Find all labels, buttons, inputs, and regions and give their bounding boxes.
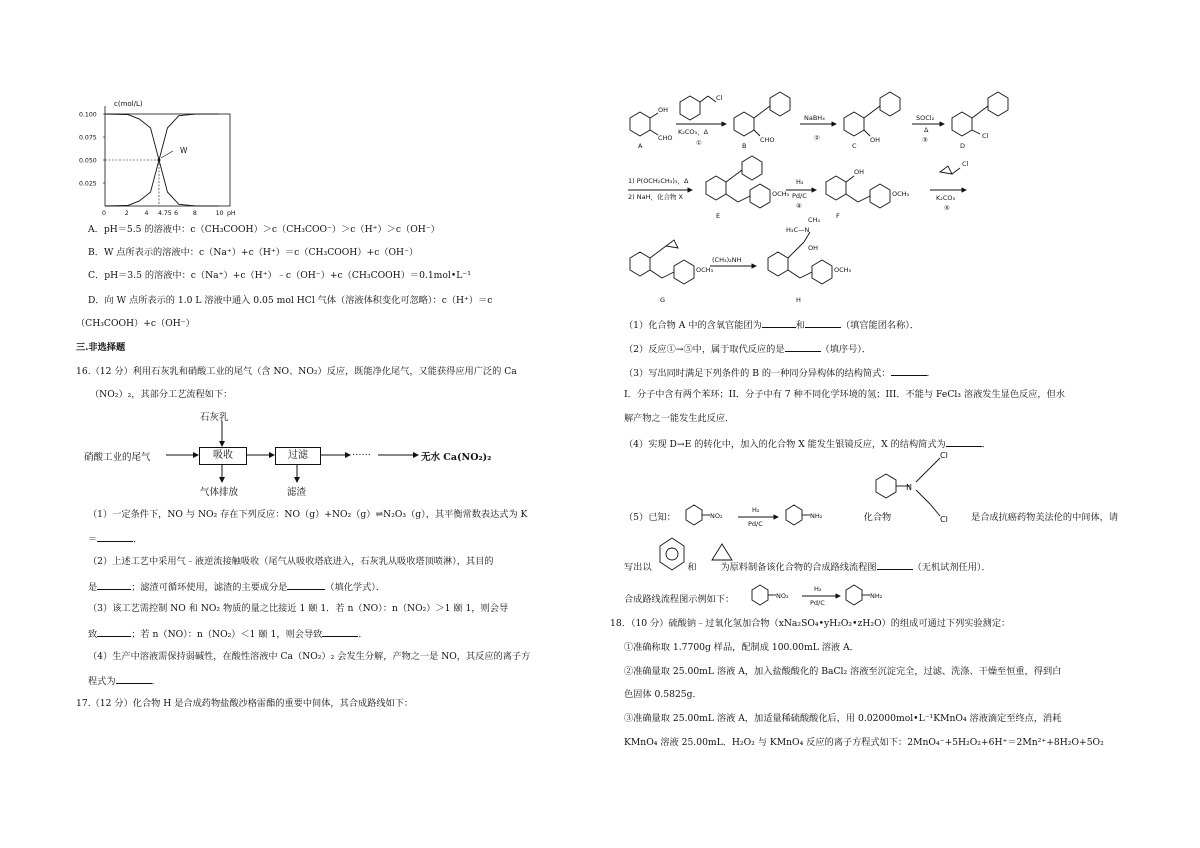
q17-part5-known: （5）已知： [624, 512, 676, 523]
x-tick-label: 4.75 [157, 210, 172, 217]
label-r1-step: ① [696, 139, 702, 147]
q16-part1: （1）一定条件下，NO 与 NO₂ 存在下列反应：NO（g）+NO₂（g）⇌N₂O₃（g），其平衡常数表达式为 K [88, 509, 528, 520]
q18-step3-cont: KMnO₄ 溶液 25.00mL．H₂O₂ 与 KMnO₄ 反应的离子方程式如下：2MnO₄⁻+5H₂O₂+6H⁺＝2Mn²⁺+8H₂O+5O₂ [624, 737, 1104, 748]
q18-step2: ②准确量取 25.00mL 溶液 A，加入盐酸酸化的 BaCl₂ 溶液至沉淀完全，过滤、洗涤、干燥至恒重，得到白 [624, 666, 1062, 677]
answer-blank[interactable] [322, 627, 358, 637]
label-d: D [960, 142, 966, 150]
ring-a [630, 112, 650, 136]
answer-blank[interactable] [785, 342, 821, 352]
example-pdc: Pd/C [810, 599, 825, 607]
ring-c1 [844, 112, 864, 136]
synthesis-scheme [600, 0, 1200, 320]
option-d-cont: （CH₃COOH）+c（OH⁻） [76, 318, 195, 329]
label-r3-step: ③ [922, 136, 928, 144]
label-r6: K₂CO₃ [936, 194, 956, 202]
label-r4-top: 1) P(OCH₂CH₃)₃，Δ [628, 177, 689, 185]
q16-part2-pre: 是 [88, 582, 98, 593]
label-f: F [836, 212, 840, 220]
q16-part3-answer [88, 627, 368, 641]
label-h-me: CH₃ [808, 216, 821, 224]
q18-step2-cont: 色固体 0.5825g． [624, 689, 702, 700]
x-tick-label: 2 [124, 210, 129, 217]
option-c: C．pH＝3.5 的溶液中：c（Na⁺）+c（H⁺）﹣c（OH⁻）+c（CH₃COOH）＝0.1mol•L⁻¹ [88, 270, 471, 281]
epoxide-reagent [940, 166, 952, 174]
label-r2: NaBH₄ [804, 114, 825, 122]
label-h-oh: OH [808, 244, 819, 252]
q17-part4 [624, 437, 991, 451]
x-tick-label: 4 [144, 210, 149, 217]
q16-part3-mid: ；若 n（NO）：n（NO₂）＜1 颐 1，则会导致 [131, 629, 323, 640]
label-e-och3: OCH₃ [772, 190, 790, 198]
chart-y-label: c(mol/L) [114, 100, 143, 108]
option-a: A．pH＝5.5 的溶液中：c（CH₃COOH）＞c（CH₃COO⁻）＞c（H⁺）＞c（OH⁻） [88, 224, 440, 235]
epoxide-material [712, 544, 732, 560]
flow-source: 硝酸工业的尾气 [84, 452, 151, 463]
answer-blank[interactable] [877, 560, 913, 570]
label-r5: H₂ [796, 178, 804, 186]
answer-blank[interactable] [97, 532, 133, 542]
q17-part2-pre: （2）反应①→⑤中，属于取代反应的是 [624, 344, 785, 355]
ring-d1 [952, 112, 972, 136]
q16-part1-label: ＝ [88, 534, 98, 545]
answer-blank[interactable] [287, 580, 325, 590]
part5-no2: NO₂ [710, 512, 723, 520]
label-r2-step: ② [814, 134, 820, 142]
label-r3-heat: Δ [924, 126, 929, 134]
answer-blank[interactable] [116, 674, 152, 684]
q17-part4-end: ． [981, 439, 991, 450]
q17-part1 [624, 318, 919, 332]
label-r4-bottom: 2) NaH，化合物 X [628, 193, 683, 201]
q17-part3-end: ． [926, 368, 936, 379]
q16-part1-answer: ＝ ． [88, 534, 143, 545]
label-h-nh: H₃C—N [786, 226, 810, 234]
q17-part1-pre: （1）化合物 A 中的含氧官能团为 [624, 320, 762, 331]
q18-intro: 18．（10 分）硫酸钠﹣过氧化氢加合物（xNa₂SO₄•yH₂O₂•zH₂O）的组成可通过下列实验测定： [610, 618, 1011, 629]
q17-part5-pre: 写出以 [624, 562, 652, 573]
example-no2: NO₂ [776, 592, 789, 600]
q17-part3 [624, 366, 936, 380]
q16-intro-cont: （NO₂）₂，其部分工艺流程如下： [90, 389, 233, 400]
x-tick-label: 8 [192, 210, 197, 217]
example-h2: H₂ [814, 585, 822, 593]
part5-cl-top: Cl [940, 451, 948, 460]
ring-g1 [630, 252, 650, 276]
q16-part2-end: （填化学式）． [325, 582, 386, 593]
flow-dots: …… [352, 447, 371, 458]
q16-part3: （3）该工艺需控制 NO 和 NO₂ 物质的量之比接近 1 颐 1．若 n（NO）：n（NO₂）＞1 颐 1，则会导 [88, 603, 509, 614]
answer-blank[interactable] [97, 627, 131, 637]
label-d-cl: Cl [982, 132, 989, 140]
q16-part4-end: ． [151, 676, 161, 687]
flow-absorb-box: 吸收 [199, 447, 247, 465]
answer-blank[interactable] [805, 318, 841, 328]
section-heading: 三.非选择题 [76, 342, 126, 353]
answer-blank[interactable] [97, 580, 131, 590]
answer-blank[interactable] [946, 437, 982, 447]
ring-g2 [674, 260, 694, 284]
q17-part2 [624, 342, 871, 356]
label-a-oh: OH [658, 106, 669, 114]
ring-reagent-1 [680, 96, 700, 120]
example-ring-2 [846, 585, 862, 605]
q17-part5-end: （无机试剂任用）． [912, 562, 991, 573]
part5-n: N [906, 483, 912, 492]
label-f-oh: OH [854, 168, 865, 176]
q17-part3-conditions-cont: 解产物之一能发生此反应． [624, 413, 735, 424]
right-column [600, 0, 1200, 848]
x-tick-label: 0 [102, 210, 106, 217]
q17-part5-mid: 为原料制备该化合物的合成路线流程图 [720, 562, 877, 573]
ring-b2 [770, 92, 790, 116]
label-c: C [852, 142, 857, 150]
q17-part5-compound: 化合物 [863, 512, 892, 523]
part5-cl-bottom: Cl [940, 515, 948, 524]
q17-part5-example: 合成路线流程图示例如下： [624, 594, 735, 605]
ring-h2 [812, 260, 832, 284]
q17-part5-and: 和 [687, 562, 697, 573]
ring-b1 [734, 112, 754, 136]
label-r5-cat: Pd/C [792, 192, 807, 200]
ring-h1 [768, 252, 788, 276]
part5-pdc: Pd/C [748, 520, 763, 528]
label-r7: (CH₃)₂NH [712, 256, 742, 264]
x-tick-label: 6 [174, 210, 179, 217]
label-c-oh: OH [870, 136, 881, 144]
label-e: E [716, 212, 721, 220]
label-r5-step: ④ [796, 202, 802, 210]
ring-e2 [742, 156, 762, 180]
part5-h2: H₂ [752, 506, 760, 514]
label-r6-cl: Cl [962, 160, 969, 168]
q16-part4-pre: 程式为 [88, 676, 116, 687]
q17-part5-line2 [624, 560, 991, 574]
flow-product: 无水 Ca(NO₂)₂ [421, 452, 492, 463]
example-ring-1 [752, 585, 768, 605]
q18-step3: ③准确量取 25.00mL 溶液 A，加适量稀硫酸酸化后，用 0.02000mol•L⁻¹KMnO₄ 溶液滴定至终点，消耗 [624, 713, 1062, 724]
target-ring [876, 474, 896, 498]
label-a-cho: CHO [658, 134, 673, 142]
label-f-och3: OCH₃ [892, 190, 910, 198]
q17-part5-line1 [624, 512, 1118, 524]
label-r3: SOCl₂ [916, 114, 935, 122]
flow-gas: 气体排放 [200, 487, 239, 498]
q16-intro: 16.（12 分）利用石灰乳和硝酸工业的尾气（含 NO、NO₂）反应，既能净化尾气，又能获得应用广泛的 Ca [76, 366, 517, 377]
q16-part2: （2）上述工艺中采用气﹣液逆流接触吸收（尾气从吸收塔底进入，石灰乳从吸收塔顶喷淋），其目的 [88, 556, 494, 567]
label-h: H [796, 296, 801, 304]
ring-f1 [826, 176, 846, 200]
label-g: G [660, 296, 666, 304]
ring-e3 [750, 184, 770, 208]
x-tick-label: 10 [215, 210, 224, 217]
label-r6-step: ⑤ [944, 204, 950, 212]
label-a: A [638, 142, 643, 150]
q17-intro: 17.（12 分）化合物 H 是合成药物盐酸沙格雷酯的重要中间体，其合成路线如下： [76, 698, 414, 709]
q17-part1-mid: 和 [795, 320, 805, 331]
ring-e1 [706, 176, 726, 200]
label-b: B [742, 142, 747, 150]
q17-part1-end: （填官能团名称）． [840, 320, 920, 331]
y-tick-label: 0.100 [79, 111, 97, 119]
label-r1: K₂CO₃，Δ [678, 128, 709, 136]
q17-part4-pre: （4）实现 D→E 的转化中，加入的化合物 X 能发生银镜反应，X 的结构简式为 [624, 439, 946, 450]
flow-lime: 石灰乳 [200, 412, 229, 423]
q16-part3-end: ． [358, 629, 368, 640]
q16-part3-pre: 致 [88, 629, 98, 640]
answer-blank[interactable] [762, 318, 796, 328]
option-b: B．W 点所表示的溶液中：c（Na⁺）+c（H⁺）＝c（CH₃COOH）+c（OH⁻） [88, 247, 419, 258]
option-d: D．向 W 点所表示的 1.0 L 溶液中通入 0.05 mol HCl 气体（溶液体积变化可忽略）：c（H⁺）＝c [88, 295, 493, 306]
ring-d2 [988, 92, 1008, 116]
q17-part3-pre: （3）写出同时满足下列条件的 B 的一种同分异构体的结构简式： [624, 368, 891, 379]
y-tick-label: 0.050 [79, 157, 97, 165]
x-tick-label: pH [227, 210, 236, 217]
epoxide-g [666, 240, 678, 248]
label-b-cho: CHO [760, 136, 775, 144]
q16-part4-answer [88, 674, 161, 688]
ring-c2 [880, 92, 900, 116]
chart-point-label: W [180, 146, 188, 155]
q17-part5-desc: 是合成抗癌药物美法伦的中间体，请 [971, 512, 1119, 523]
label-h-och3: OCH₃ [834, 266, 852, 274]
flow-residue: 滤渣 [287, 487, 307, 498]
part5-nh2: NH₂ [810, 512, 823, 520]
example-nh2: NH₂ [870, 592, 883, 600]
y-tick-label: 0.025 [79, 180, 97, 188]
flow-filter-box: 过滤 [275, 447, 321, 465]
answer-blank[interactable] [891, 366, 927, 376]
y-tick-label: 0.075 [79, 134, 97, 142]
q16-part4: （4）生产中溶液需保持弱碱性，在酸性溶液中 Ca（NO₂）₂ 会发生分解，产物之一是 NO，其反应的离子方 [88, 651, 531, 662]
q17-part3-conditions: I．分子中含有两个苯环；II．分子中有 7 种不同化学环境的氢；III．不能与 FeCl₃ 溶液发生显色反应，但水 [624, 389, 1065, 400]
q18-step1: ①准确称取 1.7700g 样品，配制成 100.00mL 溶液 A． [624, 642, 859, 653]
q16-part2-post: ；滤渣可循环使用，滤渣的主要成分是 [131, 582, 288, 593]
label-reagent-cl: Cl [716, 94, 723, 102]
q16-part2-answer [88, 580, 385, 594]
label-g-och3: OCH₃ [696, 266, 714, 274]
ring-f2 [870, 184, 890, 208]
q17-part2-end: （填序号）． [820, 344, 872, 355]
